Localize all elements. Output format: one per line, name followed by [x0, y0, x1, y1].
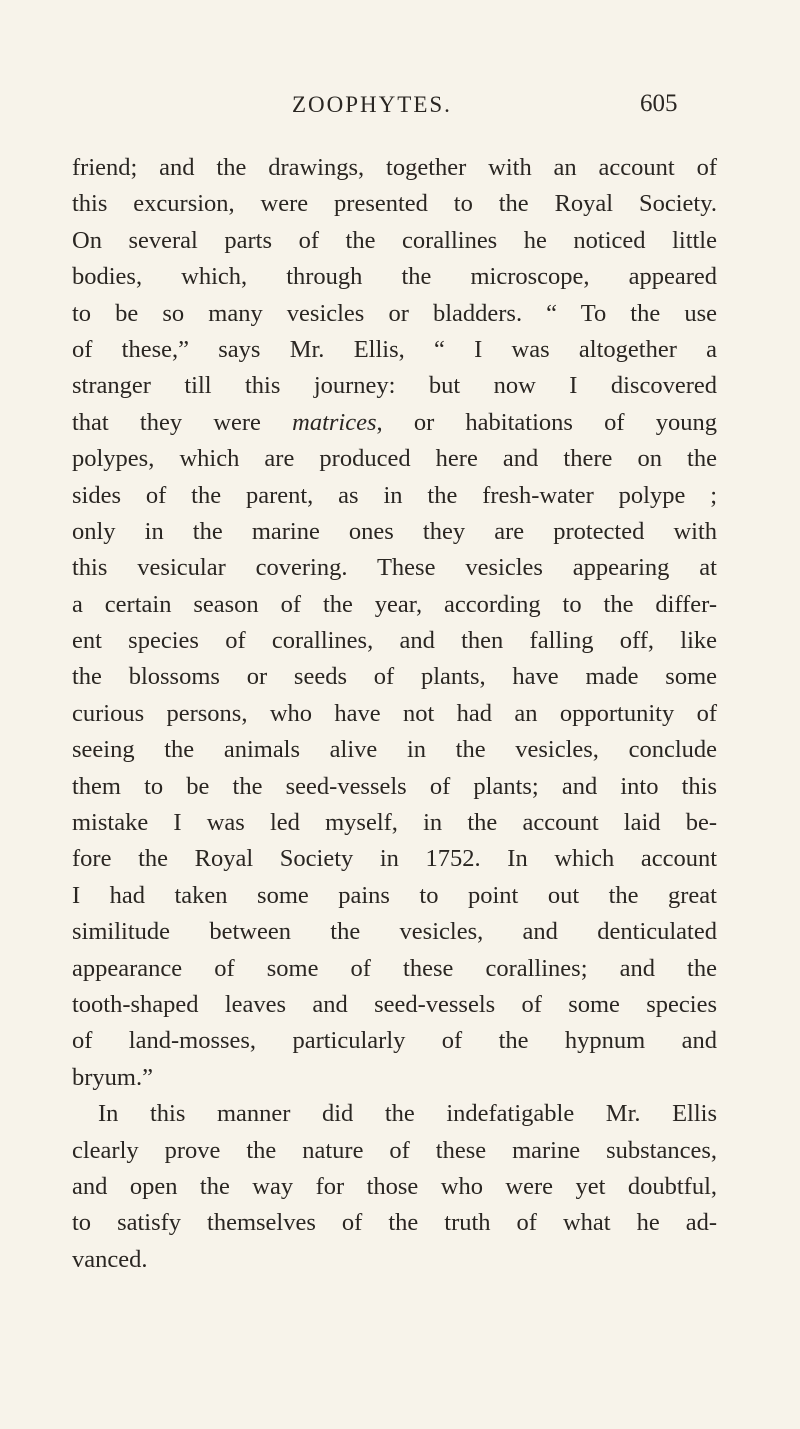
- running-head: [0, 92, 800, 122]
- text-line: of land-mosses, particularly of the hypnum and: [72, 1027, 717, 1055]
- text-line: mistake I was led myself, in the account laid be-: [72, 809, 717, 837]
- text-line: and open the way for those who were yet doubtful,: [72, 1172, 717, 1200]
- running-title: ZOOPHYTES.: [292, 92, 452, 117]
- text-line: fore the Royal Society in 1752. In which account: [72, 845, 717, 873]
- text-line: similitude between the vesicles, and denticulated: [72, 918, 717, 946]
- text-line: them to be the seed-vessels of plants; and into this: [72, 772, 717, 800]
- text-line: only in the marine ones they are protected with: [72, 517, 717, 545]
- text-line: sides of the parent, as in the fresh-water polype ;: [72, 481, 717, 509]
- text-line: I had taken some pains to point out the great: [72, 881, 717, 909]
- text-line: to be so many vesicles or bladders. “ To the use: [72, 299, 717, 327]
- page-number: 605: [640, 90, 678, 117]
- text-line: appearance of some of these corallines; and the: [72, 954, 717, 982]
- body-text: [72, 150, 717, 1278]
- text-line: vanced.: [72, 1245, 148, 1273]
- text-line: stranger till this journey: but now I discovered: [72, 372, 717, 400]
- text-line: the blossoms or seeds of plants, have made some: [72, 663, 717, 691]
- text-line: this excursion, were presented to the Royal Society.: [72, 190, 717, 218]
- text-line: of these,” says Mr. Ellis, “ I was altogether a: [72, 335, 717, 363]
- text-line: seeing the animals alive in the vesicles, conclude: [72, 736, 717, 764]
- text-line: bryum.”: [72, 1063, 153, 1091]
- text-line: this vesicular covering. These vesicles appearing at: [72, 554, 717, 582]
- text-line: In this manner did the indefatigable Mr. Ellis: [98, 1100, 717, 1128]
- text-line: that they were matrices, or habitations of young: [72, 408, 717, 436]
- text-line: ent species of corallines, and then falling off, like: [72, 627, 717, 655]
- text-line: friend; and the drawings, together with an account of: [72, 154, 717, 181]
- text-line: a certain season of the year, according to the differ-: [72, 590, 717, 618]
- text-line: tooth-shaped leaves and seed-vessels of some species: [72, 990, 717, 1018]
- italic-term: matrices: [292, 408, 377, 436]
- text-line: bodies, which, through the microscope, appeared: [72, 263, 717, 291]
- text-line: to satisfy themselves of the truth of what he ad-: [72, 1209, 717, 1237]
- text-line: curious persons, who have not had an opportunity of: [72, 699, 717, 727]
- text-line: polypes, which are produced here and there on the: [72, 445, 717, 473]
- text-line: clearly prove the nature of these marine substances,: [72, 1136, 717, 1164]
- text-line: On several parts of the corallines he noticed little: [72, 226, 717, 254]
